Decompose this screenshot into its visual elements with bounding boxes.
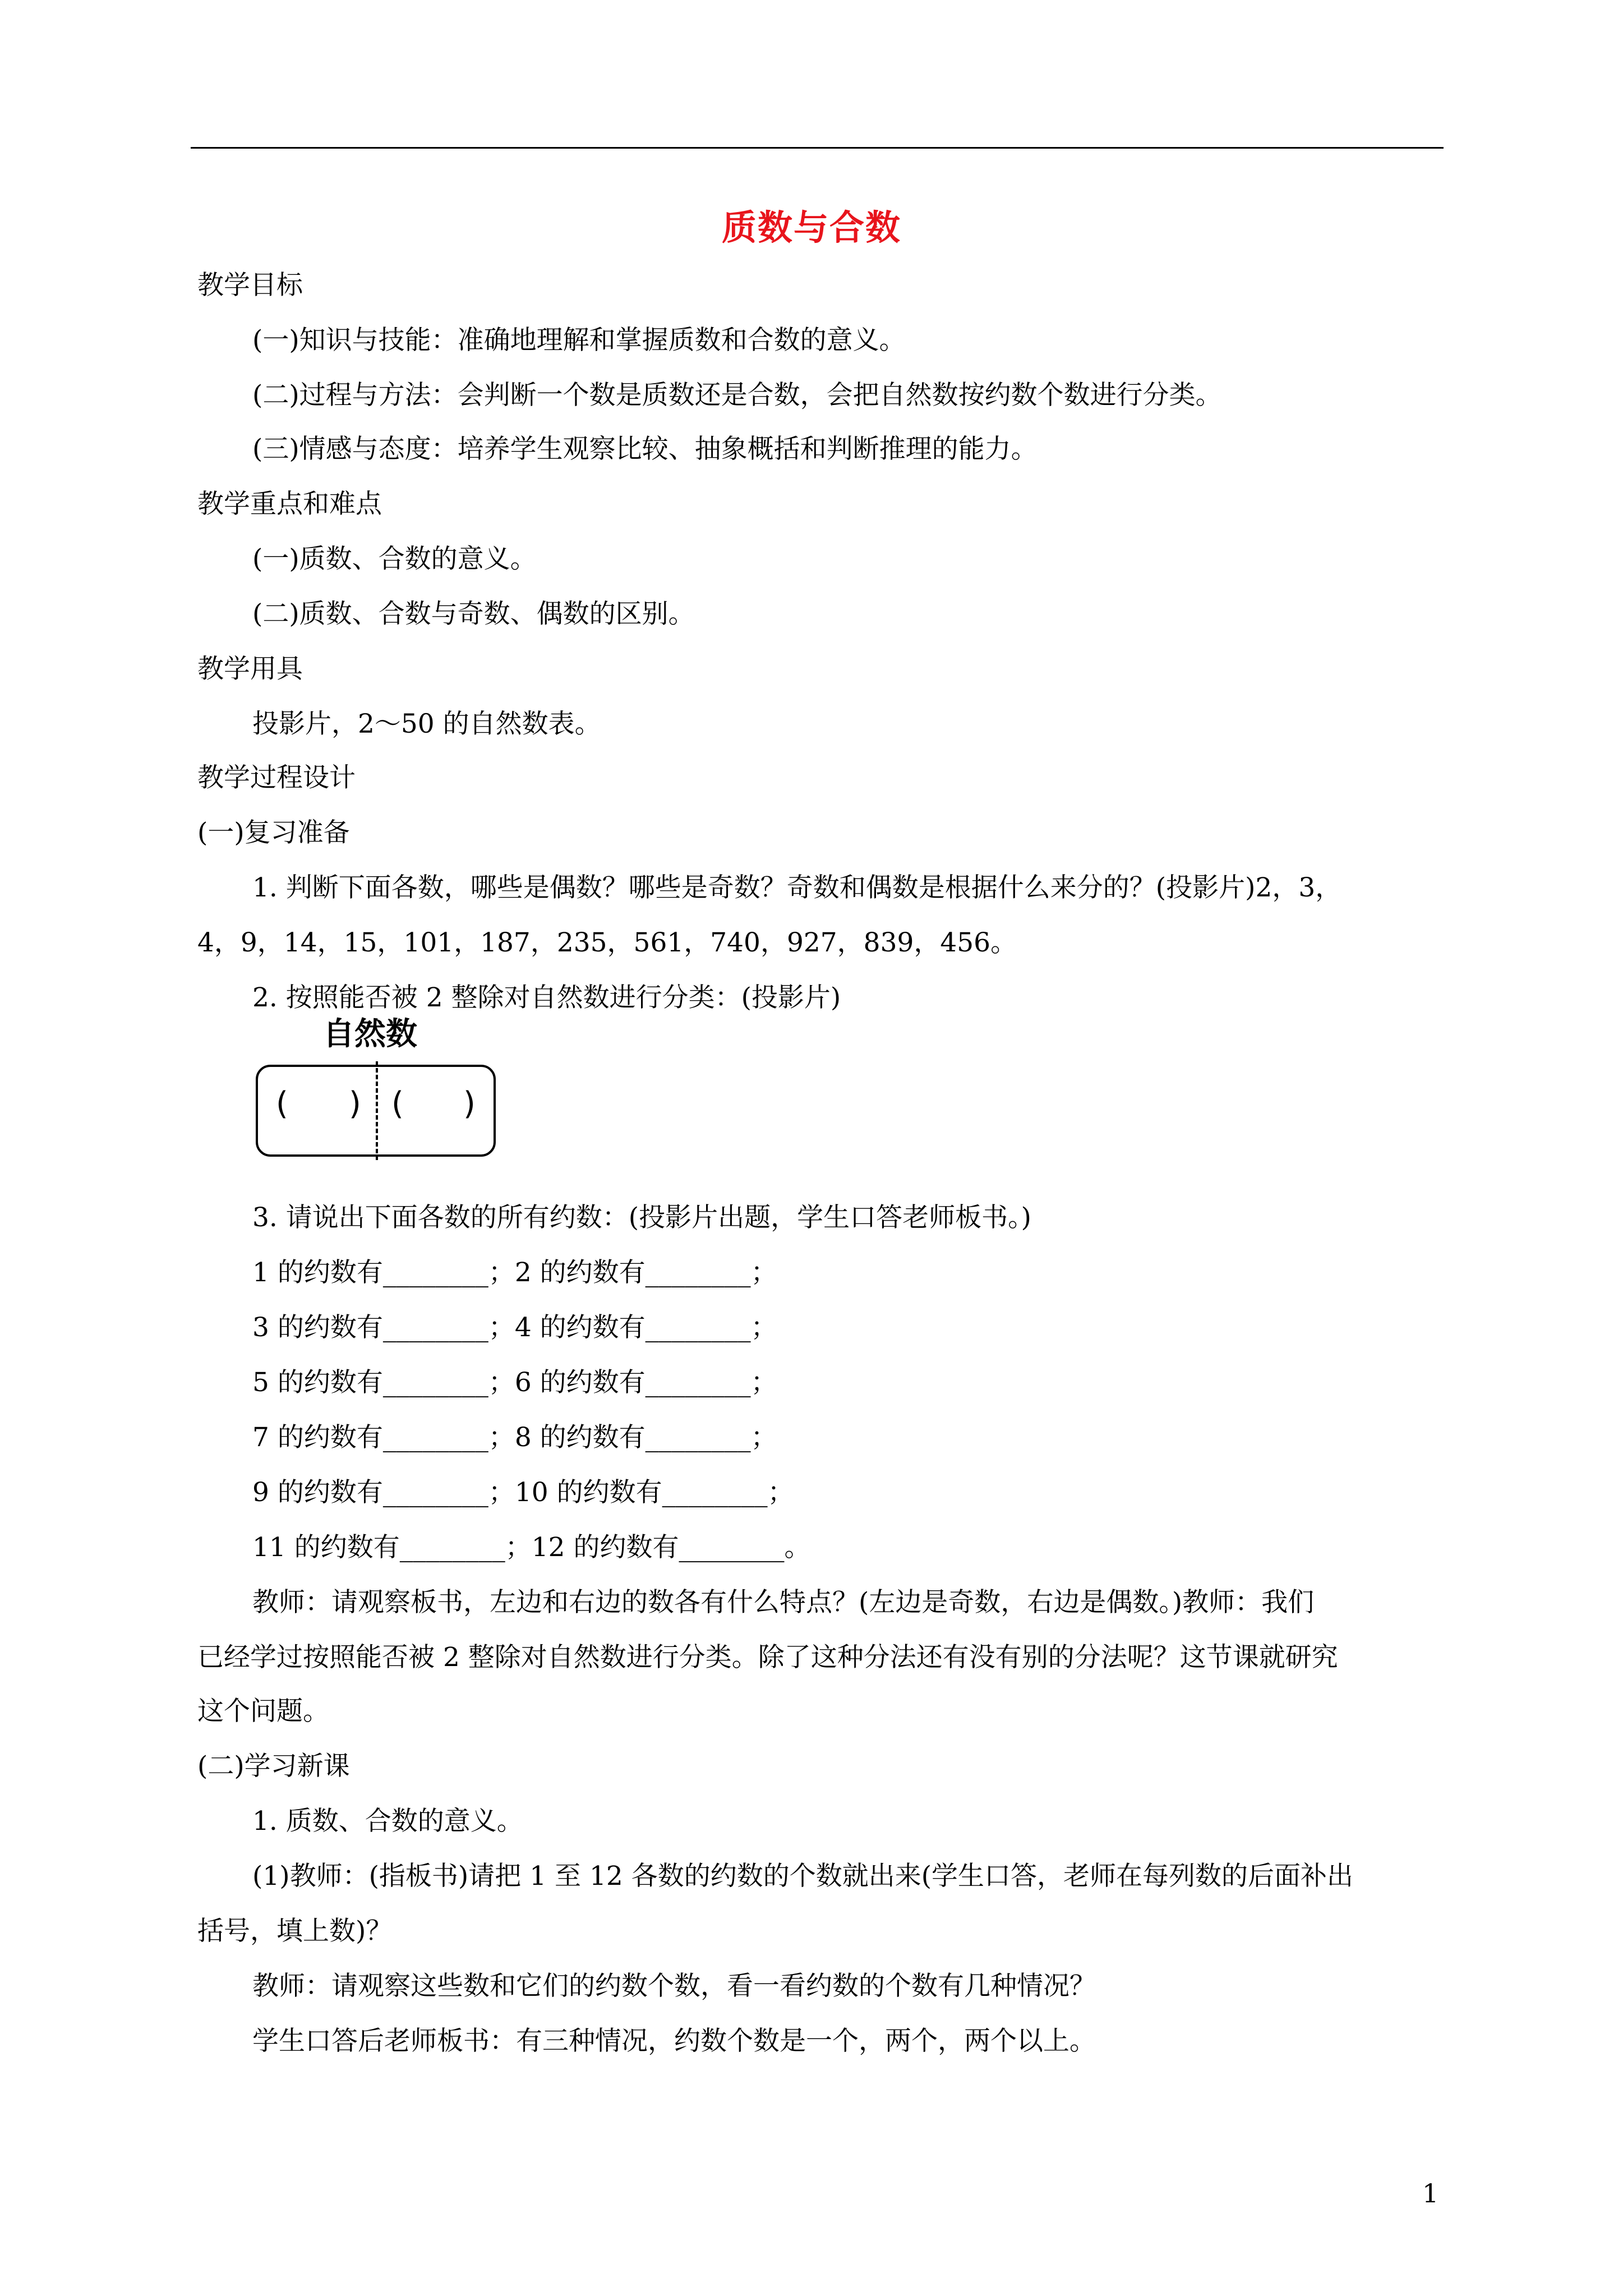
key-heading: 教学重点和难点: [197, 489, 382, 519]
new-lesson-item: 1. 质数、合数的意义。: [252, 1806, 523, 1837]
goal-item: (一)知识与技能：准确地理解和掌握质数和合数的意义。: [252, 325, 906, 356]
right-close-paren: ): [463, 1085, 476, 1122]
page-number: 1: [1422, 2178, 1439, 2208]
page-title: 质数与合数: [721, 207, 901, 248]
divisor-blank-line: 11 的约数有________；12 的约数有________。: [252, 1532, 811, 1563]
tools-item: 投影片，2～50 的自然数表。: [252, 708, 601, 739]
new-lesson-heading: (二)学习新课: [197, 1751, 350, 1782]
figure-dashed-divider: [376, 1061, 378, 1160]
review-heading: (一)复习准备: [197, 817, 350, 848]
goal-item: (三)情感与态度：培养学生观察比较、抽象概括和判断推理的能力。: [252, 434, 1038, 464]
new-lesson-item: (1)教师：(指板书)请把 1 至 12 各数的约数的个数就出来(学生口答，老师在每列数的后面补出: [252, 1861, 1354, 1892]
header-rule: [191, 147, 1444, 149]
divisor-blank-line: 3 的约数有________；4 的约数有________；: [252, 1312, 777, 1343]
review-question-continued: 4，9，14，15，101，187，235，561，740，927，839，456。: [197, 927, 1017, 958]
key-item: (一)质数、合数的意义。: [252, 544, 537, 574]
review-question: 1. 判断下面各数，哪些是偶数？哪些是奇数？奇数和偶数是根据什么来分的？(投影片)2，3，: [252, 872, 1342, 903]
goals-heading: 教学目标: [197, 270, 303, 301]
left-open-paren: (: [276, 1085, 288, 1122]
key-item: (二)质数、合数与奇数、偶数的区别。: [252, 599, 695, 629]
new-lesson-item: 学生口答后老师板书：有三种情况，约数个数是一个，两个，两个以上。: [252, 2026, 1096, 2056]
goal-item: (二)过程与方法：会判断一个数是质数还是合数，会把自然数按约数个数进行分类。: [252, 380, 1222, 411]
review-question: 3. 请说出下面各数的所有约数：(投影片出题，学生口答老师板书。): [252, 1202, 1031, 1233]
figure-label: 自然数: [323, 1016, 417, 1052]
divisor-blank-line: 1 的约数有________；2 的约数有________；: [252, 1257, 777, 1288]
teacher-paragraph-continued: 已经学过按照能否被 2 整除对自然数进行分类。除了这种分法还有没有别的分法呢？这节课就研究: [197, 1642, 1338, 1673]
new-lesson-item: 教师：请观察这些数和它们的约数个数，看一看约数的个数有几种情况？: [252, 1971, 1096, 2001]
tools-heading: 教学用具: [197, 654, 303, 684]
divisor-blank-line: 7 的约数有________；8 的约数有________；: [252, 1422, 777, 1453]
divisor-blank-line: 5 的约数有________；6 的约数有________；: [252, 1367, 777, 1398]
natural-number-classification-figure: [253, 1016, 500, 1161]
review-question: 2. 按照能否被 2 整除对自然数进行分类：(投影片): [252, 982, 841, 1013]
teacher-paragraph-continued: 这个问题。: [197, 1696, 329, 1727]
divisor-blank-line: 9 的约数有________；10 的约数有________；: [252, 1477, 794, 1508]
right-open-paren: (: [391, 1085, 404, 1122]
process-heading: 教学过程设计: [197, 762, 356, 793]
left-close-paren: ): [349, 1085, 361, 1122]
teacher-paragraph: 教师：请观察板书，左边和右边的数各有什么特点？(左边是奇数，右边是偶数。)教师：我们: [252, 1587, 1315, 1618]
new-lesson-item-continued: 括号，填上数)？: [197, 1916, 393, 1947]
